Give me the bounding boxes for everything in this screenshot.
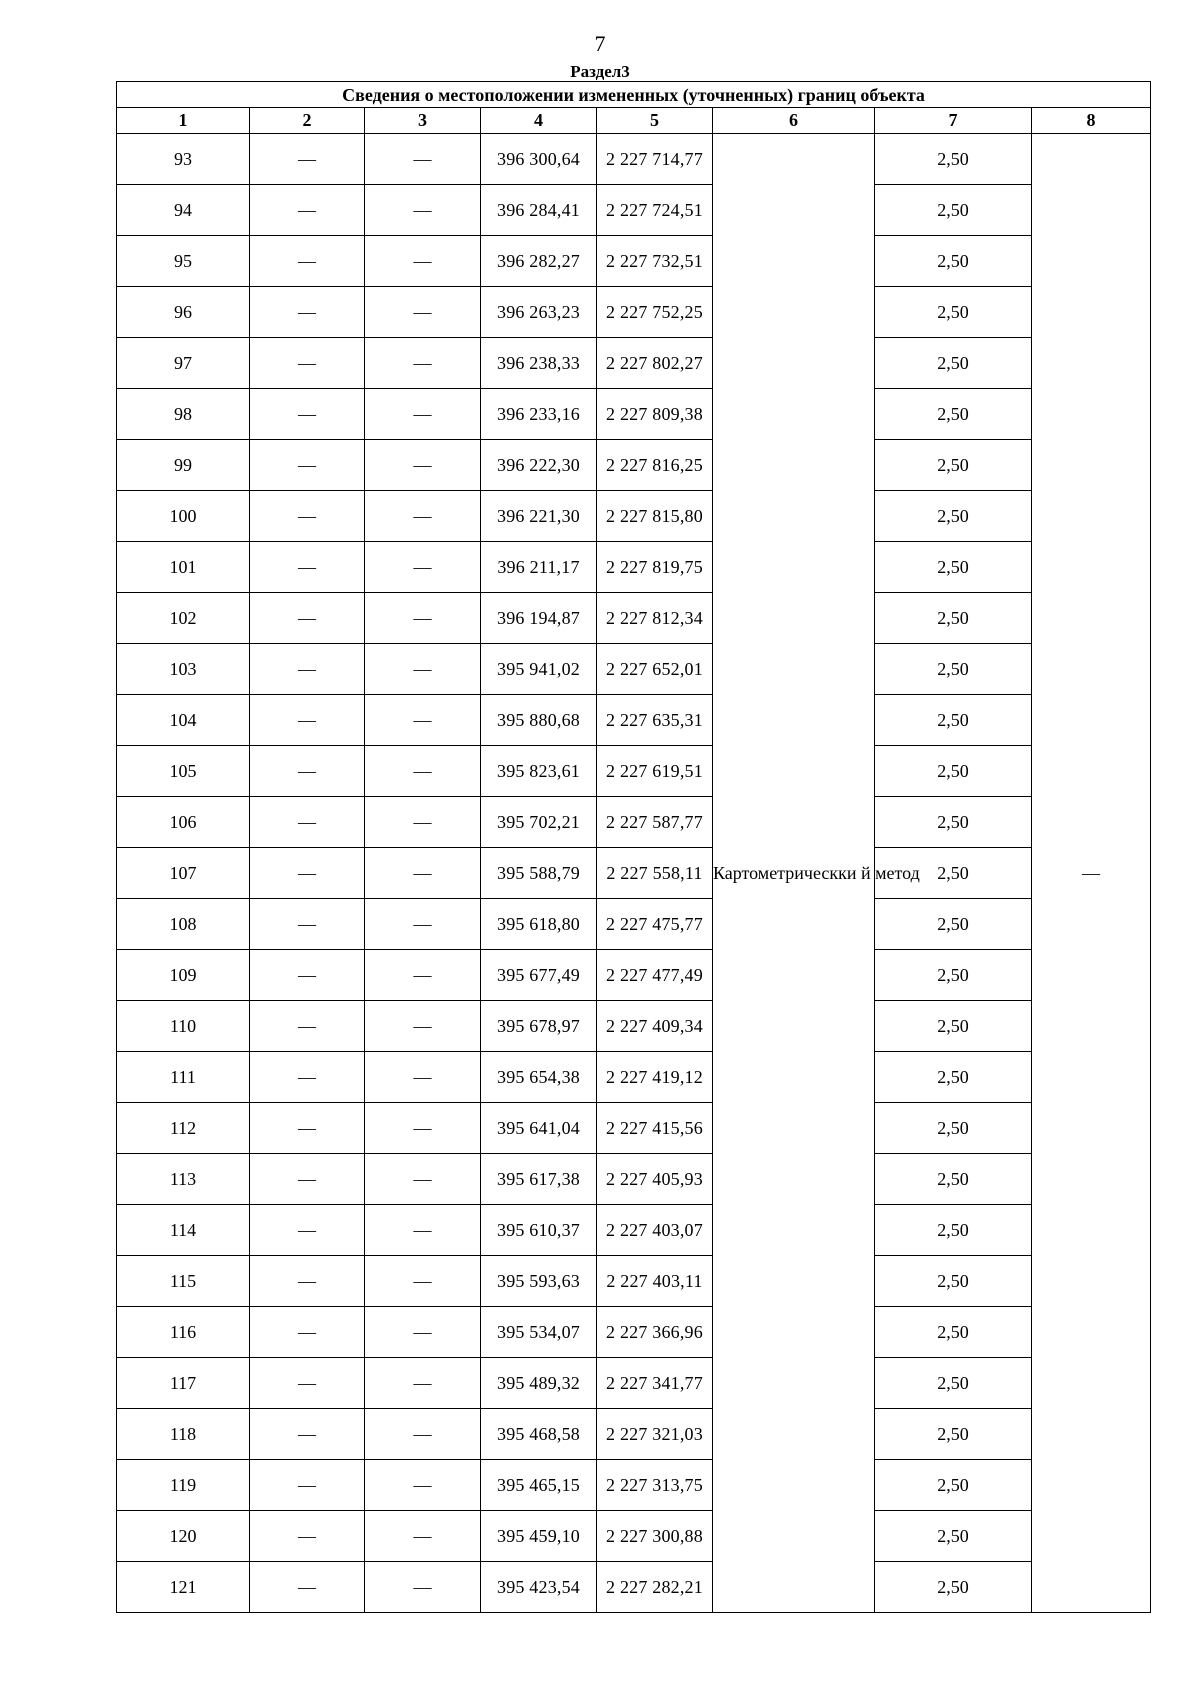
- table-row: [117, 491, 1151, 542]
- x-coordinate-cell: 395 489,32: [481, 1358, 597, 1409]
- x-coordinate-cell: 395 941,02: [481, 644, 597, 695]
- column-2-cell: —: [250, 899, 365, 950]
- column-3-cell: —: [365, 1358, 481, 1409]
- point-number-cell: 97: [117, 338, 250, 389]
- y-coordinate-cell: 2 227 558,11: [597, 848, 713, 899]
- table-row: [117, 950, 1151, 1001]
- table-title-row: [117, 82, 1151, 108]
- x-coordinate-cell: 395 610,37: [481, 1205, 597, 1256]
- y-coordinate-cell: 2 227 802,27: [597, 338, 713, 389]
- x-coordinate-cell: 395 641,04: [481, 1103, 597, 1154]
- column-3-cell: —: [365, 1511, 481, 1562]
- column-2-cell: —: [250, 236, 365, 287]
- table-row: [117, 899, 1151, 950]
- point-number-cell: 121: [117, 1562, 250, 1613]
- y-coordinate-cell: 2 227 724,51: [597, 185, 713, 236]
- column-2-cell: —: [250, 1358, 365, 1409]
- accuracy-cell: 2,50: [875, 899, 1032, 950]
- table-row: [117, 1001, 1151, 1052]
- column-3-cell: —: [365, 950, 481, 1001]
- point-number-cell: 106: [117, 797, 250, 848]
- column-2-cell: —: [250, 746, 365, 797]
- column-2-cell: —: [250, 491, 365, 542]
- point-number-cell: 119: [117, 1460, 250, 1511]
- table-row: [117, 1511, 1151, 1562]
- column-3-cell: —: [365, 185, 481, 236]
- column-2-cell: —: [250, 1154, 365, 1205]
- y-coordinate-cell: 2 227 409,34: [597, 1001, 713, 1052]
- y-coordinate-cell: 2 227 587,77: [597, 797, 713, 848]
- boundary-coordinates-table: [116, 81, 1151, 1613]
- point-number-cell: 120: [117, 1511, 250, 1562]
- column-2-cell: —: [250, 950, 365, 1001]
- accuracy-cell: 2,50: [875, 695, 1032, 746]
- column-3-cell: —: [365, 542, 481, 593]
- column-2-cell: —: [250, 1001, 365, 1052]
- accuracy-cell: 2,50: [875, 1409, 1032, 1460]
- table-header-row: [117, 108, 1151, 134]
- point-number-cell: 116: [117, 1307, 250, 1358]
- column-3-cell: —: [365, 1154, 481, 1205]
- column-2-cell: —: [250, 1052, 365, 1103]
- point-number-cell: 105: [117, 746, 250, 797]
- x-coordinate-cell: 396 211,17: [481, 542, 597, 593]
- point-number-cell: 108: [117, 899, 250, 950]
- accuracy-cell: 2,50: [875, 1001, 1032, 1052]
- table-row: [117, 1358, 1151, 1409]
- table-row: [117, 695, 1151, 746]
- column-2-cell: —: [250, 1307, 365, 1358]
- column-2-cell: —: [250, 287, 365, 338]
- y-coordinate-cell: 2 227 477,49: [597, 950, 713, 1001]
- method-merged-cell: Картометрическки й метод: [713, 134, 875, 1613]
- accuracy-cell: 2,50: [875, 1052, 1032, 1103]
- table-row: [117, 593, 1151, 644]
- column-2-cell: —: [250, 542, 365, 593]
- point-number-cell: 93: [117, 134, 250, 185]
- point-number-cell: 112: [117, 1103, 250, 1154]
- y-coordinate-cell: 2 227 405,93: [597, 1154, 713, 1205]
- accuracy-cell: 2,50: [875, 1256, 1032, 1307]
- point-number-cell: 113: [117, 1154, 250, 1205]
- column-3-cell: —: [365, 287, 481, 338]
- table-row: [117, 797, 1151, 848]
- y-coordinate-cell: 2 227 403,11: [597, 1256, 713, 1307]
- x-coordinate-cell: 396 282,27: [481, 236, 597, 287]
- x-coordinate-cell: 395 678,97: [481, 1001, 597, 1052]
- point-number-cell: 118: [117, 1409, 250, 1460]
- column-2-cell: —: [250, 1205, 365, 1256]
- y-coordinate-cell: 2 227 652,01: [597, 644, 713, 695]
- column-2-cell: —: [250, 1409, 365, 1460]
- column-2-cell: —: [250, 644, 365, 695]
- x-coordinate-cell: 395 654,38: [481, 1052, 597, 1103]
- column-2-cell: —: [250, 848, 365, 899]
- column-2-cell: —: [250, 1511, 365, 1562]
- column-2-cell: —: [250, 1562, 365, 1613]
- accuracy-cell: 2,50: [875, 1154, 1032, 1205]
- column-2-cell: —: [250, 1256, 365, 1307]
- column-header: 6: [713, 108, 875, 134]
- point-number-cell: 109: [117, 950, 250, 1001]
- column-2-cell: —: [250, 389, 365, 440]
- accuracy-cell: 2,50: [875, 440, 1032, 491]
- table-row: [117, 1154, 1151, 1205]
- y-coordinate-cell: 2 227 475,77: [597, 899, 713, 950]
- accuracy-cell: 2,50: [875, 1511, 1032, 1562]
- column-2-cell: —: [250, 1103, 365, 1154]
- column-2-cell: —: [250, 593, 365, 644]
- x-coordinate-cell: 396 222,30: [481, 440, 597, 491]
- accuracy-cell: 2,50: [875, 542, 1032, 593]
- column-2-cell: —: [250, 1460, 365, 1511]
- point-number-cell: 115: [117, 1256, 250, 1307]
- column-3-cell: —: [365, 746, 481, 797]
- column-3-cell: —: [365, 1205, 481, 1256]
- x-coordinate-cell: 395 677,49: [481, 950, 597, 1001]
- y-coordinate-cell: 2 227 812,34: [597, 593, 713, 644]
- column-header: 2: [250, 108, 365, 134]
- x-coordinate-cell: 395 459,10: [481, 1511, 597, 1562]
- x-coordinate-cell: 395 423,54: [481, 1562, 597, 1613]
- table-row: [117, 848, 1151, 899]
- column-2-cell: —: [250, 695, 365, 746]
- column-3-cell: —: [365, 134, 481, 185]
- accuracy-cell: 2,50: [875, 593, 1032, 644]
- x-coordinate-cell: 396 194,87: [481, 593, 597, 644]
- point-number-cell: 111: [117, 1052, 250, 1103]
- x-coordinate-cell: 395 588,79: [481, 848, 597, 899]
- column-header: 5: [597, 108, 713, 134]
- y-coordinate-cell: 2 227 619,51: [597, 746, 713, 797]
- table-row: [117, 1103, 1151, 1154]
- point-number-cell: 103: [117, 644, 250, 695]
- y-coordinate-cell: 2 227 732,51: [597, 236, 713, 287]
- accuracy-cell: 2,50: [875, 848, 1032, 899]
- y-coordinate-cell: 2 227 282,21: [597, 1562, 713, 1613]
- column-3-cell: —: [365, 1001, 481, 1052]
- accuracy-cell: 2,50: [875, 1460, 1032, 1511]
- column-header: 7: [875, 108, 1032, 134]
- column-3-cell: —: [365, 1562, 481, 1613]
- table-row: [117, 644, 1151, 695]
- accuracy-cell: 2,50: [875, 1562, 1032, 1613]
- point-number-cell: 99: [117, 440, 250, 491]
- accuracy-cell: 2,50: [875, 134, 1032, 185]
- x-coordinate-cell: 395 880,68: [481, 695, 597, 746]
- column-header: 4: [481, 108, 597, 134]
- column-3-cell: —: [365, 797, 481, 848]
- table-row: [117, 1307, 1151, 1358]
- accuracy-cell: 2,50: [875, 1103, 1032, 1154]
- column-header: 8: [1032, 108, 1151, 134]
- x-coordinate-cell: 395 593,63: [481, 1256, 597, 1307]
- table-row: [117, 1052, 1151, 1103]
- y-coordinate-cell: 2 227 341,77: [597, 1358, 713, 1409]
- point-number-cell: 107: [117, 848, 250, 899]
- y-coordinate-cell: 2 227 403,07: [597, 1205, 713, 1256]
- table-row: [117, 338, 1151, 389]
- table-row: [117, 1562, 1151, 1613]
- accuracy-cell: 2,50: [875, 1358, 1032, 1409]
- x-coordinate-cell: 395 468,58: [481, 1409, 597, 1460]
- table-row: [117, 236, 1151, 287]
- column-3-cell: —: [365, 1256, 481, 1307]
- column-3-cell: —: [365, 338, 481, 389]
- point-number-cell: 96: [117, 287, 250, 338]
- x-coordinate-cell: 395 534,07: [481, 1307, 597, 1358]
- y-coordinate-cell: 2 227 816,25: [597, 440, 713, 491]
- accuracy-cell: 2,50: [875, 797, 1032, 848]
- x-coordinate-cell: 396 284,41: [481, 185, 597, 236]
- x-coordinate-cell: 395 618,80: [481, 899, 597, 950]
- column-3-cell: —: [365, 695, 481, 746]
- point-number-cell: 117: [117, 1358, 250, 1409]
- x-coordinate-cell: 395 617,38: [481, 1154, 597, 1205]
- x-coordinate-cell: 395 702,21: [481, 797, 597, 848]
- point-number-cell: 98: [117, 389, 250, 440]
- point-number-cell: 94: [117, 185, 250, 236]
- column-3-cell: —: [365, 1307, 481, 1358]
- y-coordinate-cell: 2 227 366,96: [597, 1307, 713, 1358]
- accuracy-cell: 2,50: [875, 491, 1032, 542]
- x-coordinate-cell: 396 300,64: [481, 134, 597, 185]
- y-coordinate-cell: 2 227 415,56: [597, 1103, 713, 1154]
- column-2-cell: —: [250, 797, 365, 848]
- column-3-cell: —: [365, 491, 481, 542]
- point-number-cell: 102: [117, 593, 250, 644]
- accuracy-cell: 2,50: [875, 389, 1032, 440]
- table-row: [117, 542, 1151, 593]
- accuracy-cell: 2,50: [875, 1205, 1032, 1256]
- table-row: [117, 1256, 1151, 1307]
- point-number-cell: 101: [117, 542, 250, 593]
- y-coordinate-cell: 2 227 752,25: [597, 287, 713, 338]
- y-coordinate-cell: 2 227 313,75: [597, 1460, 713, 1511]
- x-coordinate-cell: 395 465,15: [481, 1460, 597, 1511]
- point-number-cell: 100: [117, 491, 250, 542]
- column-3-cell: —: [365, 236, 481, 287]
- column-3-cell: —: [365, 1052, 481, 1103]
- accuracy-cell: 2,50: [875, 185, 1032, 236]
- y-coordinate-cell: 2 227 815,80: [597, 491, 713, 542]
- y-coordinate-cell: 2 227 300,88: [597, 1511, 713, 1562]
- y-coordinate-cell: 2 227 635,31: [597, 695, 713, 746]
- column-2-cell: —: [250, 185, 365, 236]
- accuracy-cell: 2,50: [875, 287, 1032, 338]
- column-3-cell: —: [365, 389, 481, 440]
- column-2-cell: —: [250, 338, 365, 389]
- accuracy-cell: 2,50: [875, 338, 1032, 389]
- accuracy-cell: 2,50: [875, 746, 1032, 797]
- x-coordinate-cell: 396 233,16: [481, 389, 597, 440]
- column-3-cell: —: [365, 644, 481, 695]
- table-row: [117, 389, 1151, 440]
- table-title: Сведения о местоположении измененных (уточненных) границ объекта: [117, 82, 1151, 108]
- y-coordinate-cell: 2 227 714,77: [597, 134, 713, 185]
- table-row: [117, 746, 1151, 797]
- accuracy-cell: 2,50: [875, 950, 1032, 1001]
- table-row: [117, 1460, 1151, 1511]
- x-coordinate-cell: 396 221,30: [481, 491, 597, 542]
- accuracy-cell: 2,50: [875, 1307, 1032, 1358]
- point-number-cell: 95: [117, 236, 250, 287]
- x-coordinate-cell: 395 823,61: [481, 746, 597, 797]
- column-2-cell: —: [250, 134, 365, 185]
- section-label: Раздел3: [570, 62, 630, 81]
- table-row: [117, 1205, 1151, 1256]
- page-number: 7: [594, 31, 606, 56]
- column-3-cell: —: [365, 1409, 481, 1460]
- column-3-cell: —: [365, 1103, 481, 1154]
- accuracy-cell: 2,50: [875, 236, 1032, 287]
- table-row: [117, 134, 1151, 185]
- table-row: [117, 185, 1151, 236]
- table-row: [117, 440, 1151, 491]
- table-row: [117, 287, 1151, 338]
- y-coordinate-cell: 2 227 819,75: [597, 542, 713, 593]
- point-number-cell: 104: [117, 695, 250, 746]
- column-3-cell: —: [365, 848, 481, 899]
- column-8-merged-cell: —: [1032, 134, 1151, 1613]
- x-coordinate-cell: 396 238,33: [481, 338, 597, 389]
- column-2-cell: —: [250, 440, 365, 491]
- y-coordinate-cell: 2 227 809,38: [597, 389, 713, 440]
- point-number-cell: 114: [117, 1205, 250, 1256]
- column-3-cell: —: [365, 593, 481, 644]
- accuracy-cell: 2,50: [875, 644, 1032, 695]
- y-coordinate-cell: 2 227 419,12: [597, 1052, 713, 1103]
- table-row: [117, 1409, 1151, 1460]
- column-header: 3: [365, 108, 481, 134]
- y-coordinate-cell: 2 227 321,03: [597, 1409, 713, 1460]
- x-coordinate-cell: 396 263,23: [481, 287, 597, 338]
- column-3-cell: —: [365, 899, 481, 950]
- column-3-cell: —: [365, 440, 481, 491]
- point-number-cell: 110: [117, 1001, 250, 1052]
- column-3-cell: —: [365, 1460, 481, 1511]
- column-header: 1: [117, 108, 250, 134]
